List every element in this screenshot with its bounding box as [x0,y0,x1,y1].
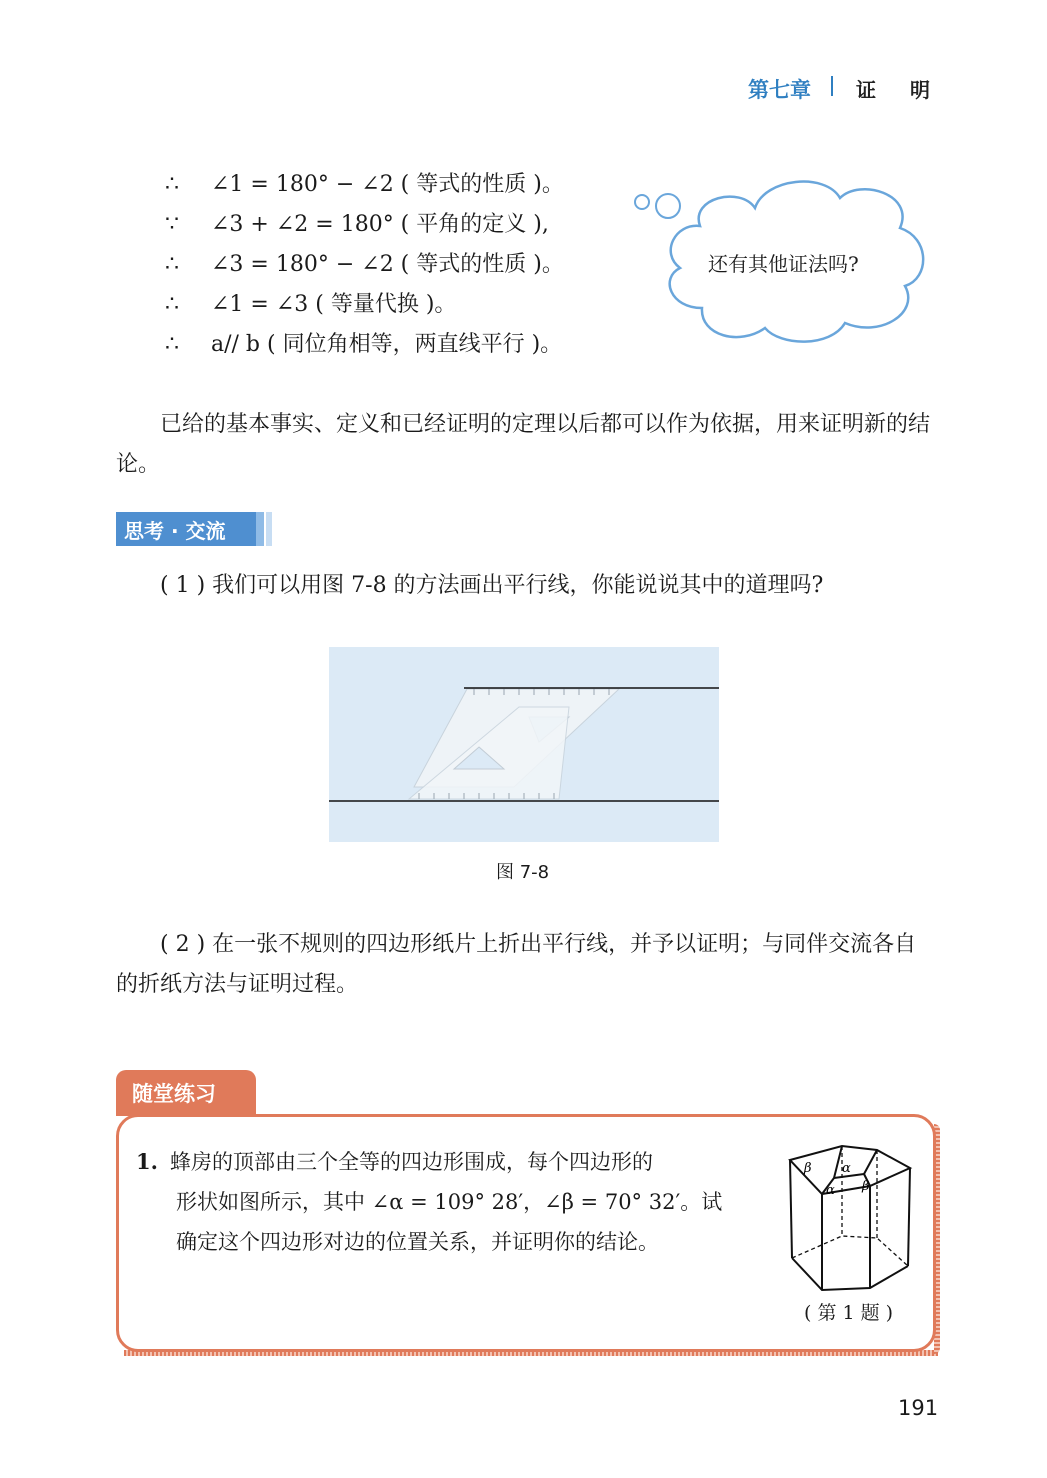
header-separator [831,76,833,96]
question-1: ( 1 ) 我们可以用图 7-8 的方法画出平行线，你能说说其中的道理吗? [160,573,824,598]
tag-bar-accent [256,512,264,546]
therefore-symbol: ∴ [165,292,179,317]
beta-label: β [804,1161,812,1176]
question-2: ( 2 ) 在一张不规则的四边形纸片上折出平行线，并予以证明；与同伴交流各自的折纸方法与证明过程。 [116,932,917,997]
proof-text: ∠1 = 180° − ∠2 ( 等式的性质 )。 [211,172,564,197]
proof-text: ∠1 = ∠3 ( 等量代换 )。 [211,292,457,317]
chapter-title: 证明 [856,78,964,102]
proof-text: ∠3 + ∠2 = 180° ( 平角的定义 ), [211,212,549,237]
therefore-symbol: ∴ [165,332,179,357]
exercise-figure-caption: ( 第 1 题 ) [804,1302,894,1324]
proof-line [165,330,562,360]
honeycomb-figure [782,1138,917,1298]
exercise-tab-label: 随堂练习 [132,1082,216,1106]
exercise-text: 蜂房的顶部由三个全等的四边形围成，每个四边形的 [170,1150,653,1174]
chapter-label: 第七章 [748,78,811,102]
because-symbol: ∵ [165,212,179,237]
proof-line [165,290,456,320]
proof-line [165,170,564,200]
page-number: 191 [898,1396,939,1420]
proof-text: a// b ( 同位角相等，两直线平行 )。 [211,332,563,357]
body-paragraph: 已给的基本事实、定义和已经证明的定理以后都可以作为依据，用来证明新的结论。 [116,412,931,477]
section-tag [116,512,274,546]
beta-label: β [862,1179,870,1194]
cloud-text: 还有其他证法吗? [708,252,859,276]
therefore-symbol: ∴ [165,172,179,197]
therefore-symbol: ∴ [165,252,179,277]
proof-line [165,210,549,240]
figure-7-8 [329,647,719,842]
figure-caption: 图 7-8 [496,862,550,883]
exercise-tab [116,1070,256,1116]
proof-text: ∠3 = 180° − ∠2 ( 等式的性质 )。 [211,252,564,277]
section-tag-label: 思考 · 交流 [124,519,226,543]
exercise-text: 确定这个四边形对边的位置关系，并证明你的结论。 [176,1230,659,1254]
alpha-label: α [826,1183,835,1198]
tag-bar-accent [266,512,272,546]
alpha-label: α [842,1161,851,1176]
exercise-text: 形状如图所示，其中 ∠α = 109° 28′，∠β = 70° 32′。试 [176,1190,723,1214]
proof-line [165,250,564,280]
exercise-number: 1. [136,1149,158,1174]
